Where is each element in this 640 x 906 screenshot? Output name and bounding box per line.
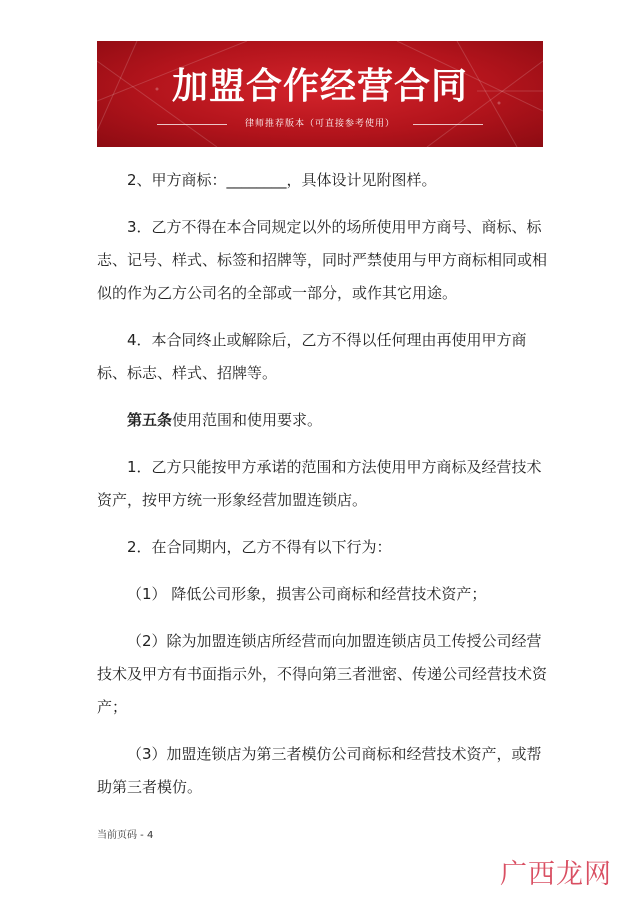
subtitle-rule-right <box>413 124 483 125</box>
paragraph: 3．乙方不得在本合同规定以外的场所使用甲方商号、商标、标志、记号、样式、标签和招牌等，同时严禁使用与甲方商标相同或相似的作为乙方公司名的全部或一部分，或作其它用途。 <box>97 218 548 302</box>
article-number: 第五条 <box>127 411 173 429</box>
article-heading: 第五条使用范围和使用要求。 <box>127 411 323 429</box>
paragraph: 2．在合同期内，乙方不得有以下行为： <box>127 538 392 556</box>
paragraph: 1．乙方只能按甲方承诺的范围和方法使用甲方商标及经营技术资产，按甲方统一形象经营加盟连锁店。 <box>97 458 542 509</box>
contract-subtitle: 律师推荐版本（可直接参考使用） <box>244 119 395 129</box>
document-body <box>97 164 547 818</box>
paragraph: 2、甲方商标：________，具体设计见附图样。 <box>127 171 437 189</box>
site-watermark: 广西龙网 <box>500 859 612 890</box>
paragraph: （3）加盟连锁店为第三者模仿公司商标和经营技术资产，或帮助第三者模仿。 <box>97 745 542 796</box>
contract-title: 加盟合作经营合同 <box>171 66 468 107</box>
paragraph: （2）除为加盟连锁店所经营而向加盟连锁店员工传授公司经营技术及甲方有书面指示外，不得向第三者泄密、传递公司经营技术资产； <box>97 632 548 716</box>
paragraph: 4．本合同终止或解除后，乙方不得以任何理由再使用甲方商标、标志、样式、招牌等。 <box>97 331 527 382</box>
page-number: 当前页码 - 4 <box>97 830 154 841</box>
paragraph: （1） 降低公司形象，损害公司商标和经营技术资产； <box>127 585 487 603</box>
header-banner <box>97 41 543 147</box>
